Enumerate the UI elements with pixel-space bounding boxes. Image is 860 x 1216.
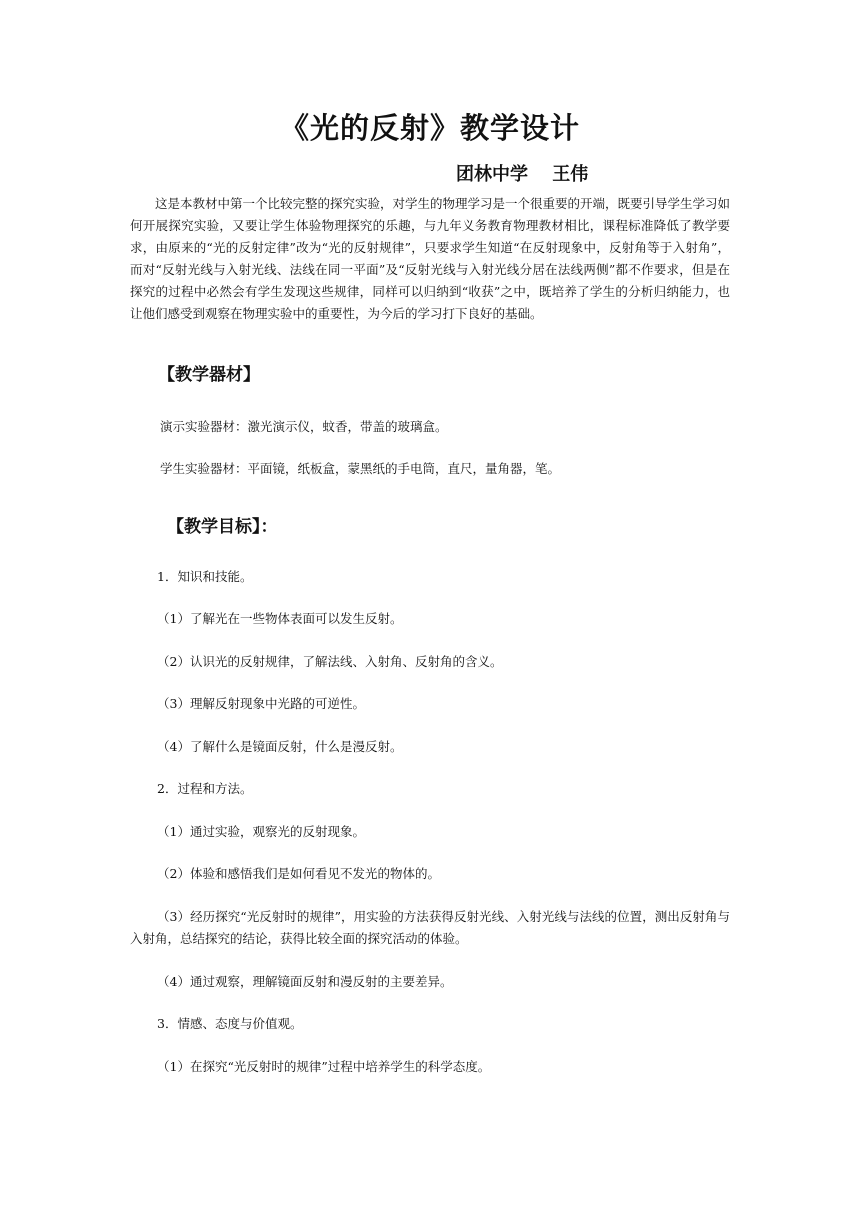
objective-2-4: （4）通过观察，理解镜面反射和漫反射的主要差异。 [157, 974, 453, 989]
objective-1-1: （1）了解光在一些物体表面可以发生反射。 [157, 611, 403, 626]
student-equipment: 学生实验器材：平面镜，纸板盒，蒙黑纸的手电筒，直尺，量角器，笔。 [160, 461, 561, 476]
objective-2-3: （3）经历探究“光反射时的规律”，用实验的方法获得反射光线、入射光线与法线的位置，测出反射角与入射角，总结探究的结论，获得比较全面的探究活动的体验。 [130, 909, 730, 946]
objective-section-1: 1．知识和技能。 [157, 569, 253, 584]
objective-1-4: （4）了解什么是镜面反射，什么是漫反射。 [157, 739, 403, 754]
objective-3-1: （1）在探究“光反射时的规律”过程中培养学生的科学态度。 [157, 1059, 491, 1074]
document-title: 《光的反射》教学设计 [279, 111, 580, 145]
objective-section-3: 3．情感、态度与价值观。 [157, 1016, 303, 1031]
objective-1-2: （2）认识光的反射规律，了解法线、入射角、反射角的含义。 [157, 654, 503, 669]
author-line: 团林中学 王伟 [456, 164, 589, 185]
objective-1-3: （3）理解反射现象中光路的可逆性。 [157, 696, 365, 711]
objective-2-1: （1）通过实验，观察光的反射现象。 [157, 824, 365, 839]
objectives-heading: 【教学目标】： [167, 517, 278, 537]
equipment-heading: 【教学器材】 [158, 365, 260, 385]
demo-equipment: 演示实验器材：激光演示仪，蚊香，带盖的玻璃盒。 [160, 419, 448, 434]
objective-section-2: 2．过程和方法。 [157, 781, 253, 796]
intro-paragraph: 这是本教材中第一个比较完整的探究实验，对学生的物理学习是一个很重要的开端，既要引导学生学习如何开展探究实验，又要让学生体验物理探究的乐趣，与九年义务教育物理教材相比，课程标准降低了教学要求，由原来的“光的反射定律”改为“光的反射规律”，只要求学生知道“在反射现象中，反射角等于入射角”，而对“反射光线与入射光线、法线在同一平面”及“反射光线与入射光线分居在法线两侧”都不作要求，但是在探究的过程中必然会有学生发现这些规律，同样可以归纳到“收获”之中，既培养了学生的分析归纳能力，也让他们感受到观察在物理实验中的重要性，为今后的学习打下良好的基础。 [130, 196, 731, 321]
objective-2-2: （2）体验和感悟我们是如何看见不发光的物体的。 [157, 866, 440, 881]
